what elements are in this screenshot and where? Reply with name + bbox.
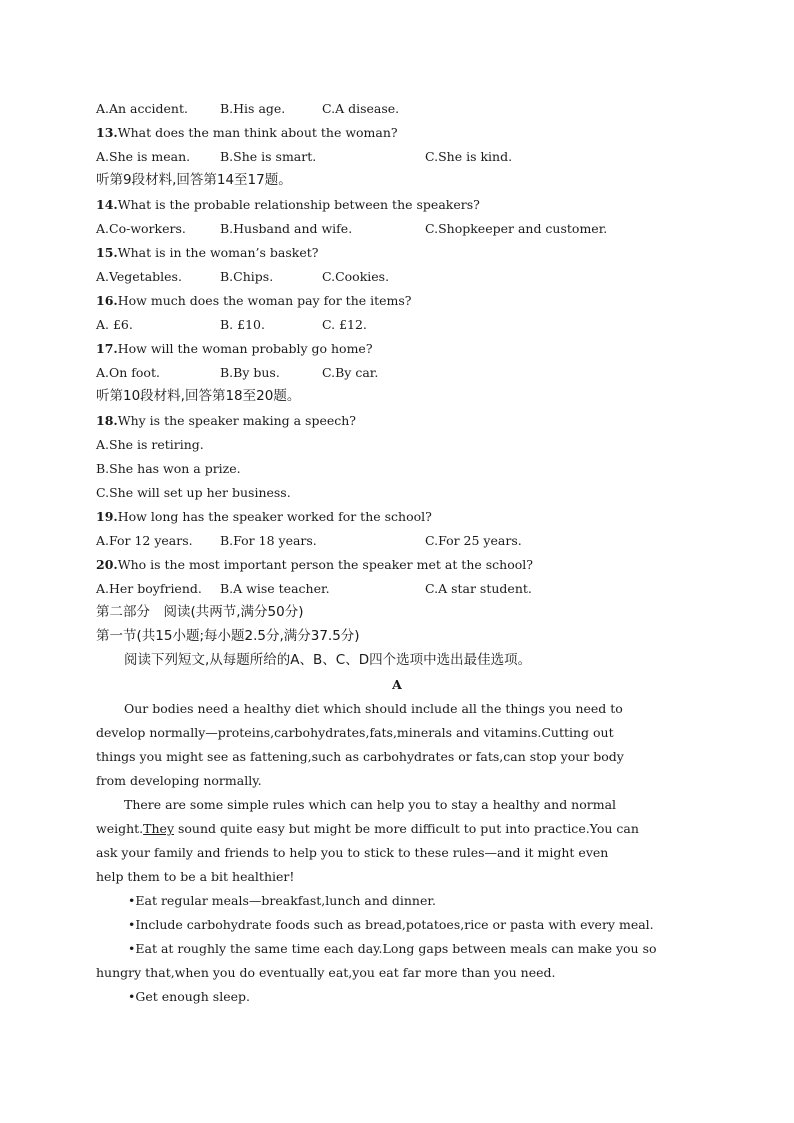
part-2-heading: 第二部分 阅读(共两节,满分50分) (96, 604, 304, 620)
q19-option-a: A.For 12 years. (96, 533, 193, 548)
q14-question (96, 197, 480, 213)
q16-number: 16. (96, 293, 118, 308)
q13-text: What does the man think about the woman? (117, 125, 398, 140)
rule-bullet: •Get enough sleep. (128, 989, 250, 1004)
rule-bullet-continuation: hungry that,when you do eventually eat,you eat far more than you need. (96, 965, 556, 980)
q15-number: 15. (96, 245, 118, 260)
q16-option-c: C. £12. (322, 317, 367, 332)
q19-number: 19. (96, 509, 118, 524)
q16-question (96, 293, 412, 309)
q19-option-c: C.For 25 years. (425, 533, 522, 548)
q17-text: How will the woman probably go home? (117, 341, 373, 356)
passage-line: develop normally—proteins,carbohydrates,fats,minerals and vitamins.Cutting out (96, 725, 614, 740)
q17-option-a: A.On foot. (96, 365, 160, 380)
q17-question (96, 341, 373, 357)
q20-option-a: A.Her boyfriend. (96, 581, 202, 596)
reading-instruction: 阅读下列短文,从每题所给的A、B、C、D四个选项中选出最佳选项。 (124, 652, 532, 668)
q20-option-b: B.A wise teacher. (220, 581, 330, 596)
q17-option-b: B.By bus. (220, 365, 280, 380)
q19-option-b: B.For 18 years. (220, 533, 317, 548)
q14-option-b: B.Husband and wife. (220, 221, 353, 236)
passage-label: A (392, 677, 402, 692)
q18-question (96, 413, 356, 429)
rule-bullet: •Eat at roughly the same time each day.Long gaps between meals can make you so (128, 941, 657, 956)
q20-option-c: C.A star student. (425, 581, 532, 596)
q15-option-b: B.Chips. (220, 269, 274, 284)
q18-option-b: B.She has won a prize. (96, 461, 241, 476)
q16-text: How much does the woman pay for the items? (117, 293, 412, 308)
q18-option-c: C.She will set up her business. (96, 485, 291, 500)
q13-question (96, 125, 398, 141)
q14-text: What is the probable relationship between the speakers? (117, 197, 480, 212)
rule-bullet: •Include carbohydrate foods such as bread,potatoes,rice or pasta with every meal. (128, 917, 654, 932)
section-10-heading: 听第10段材料,回答第18至20题。 (96, 388, 301, 404)
q16-option-b: B. £10. (220, 317, 265, 332)
q15-option-c: C.Cookies. (322, 269, 390, 284)
q19-text: How long has the speaker worked for the school? (117, 509, 432, 524)
q20-number: 20. (96, 557, 118, 572)
passage-line: help them to be a bit healthier! (96, 869, 295, 884)
section-9-heading: 听第9段材料,回答第14至17题。 (96, 172, 292, 188)
passage-line: from developing normally. (96, 773, 262, 788)
rule-bullet: •Eat regular meals—breakfast,lunch and dinner. (128, 893, 436, 908)
q15-text: What is in the woman’s basket? (117, 245, 319, 260)
passage-text: weight. (96, 821, 144, 836)
q13-option-a: A.She is mean. (96, 149, 191, 164)
q14-option-a: A.Co-workers. (96, 221, 186, 236)
passage-line: Our bodies need a healthy diet which should include all the things you need to (124, 701, 623, 716)
q20-text: Who is the most important person the speaker met at the school? (117, 557, 533, 572)
passage-line: ask your family and friends to help you to stick to these rules—and it might even (96, 845, 609, 860)
q18-text: Why is the speaker making a speech? (117, 413, 356, 428)
q17-option-c: C.By car. (322, 365, 379, 380)
q17-number: 17. (96, 341, 118, 356)
passage-text: sound quite easy but might be more difficult to put into practice.You can (174, 821, 639, 836)
q16-option-a: A. £6. (96, 317, 133, 332)
passage-line: There are some simple rules which can help you to stay a healthy and normal (124, 797, 617, 812)
passage-line: things you might see as fattening,such as carbohydrates or fats,can stop your body (96, 749, 624, 764)
q15-option-a: A.Vegetables. (96, 269, 182, 284)
q13-option-b: B.She is smart. (220, 149, 317, 164)
q12-option-b: B.His age. (220, 101, 286, 116)
q14-option-c: C.Shopkeeper and customer. (425, 221, 608, 236)
q15-question (96, 245, 318, 261)
underlined-word-they: They (143, 821, 175, 836)
q19-question (96, 509, 432, 525)
q14-number: 14. (96, 197, 118, 212)
q18-number: 18. (96, 413, 118, 428)
q13-option-c: C.She is kind. (425, 149, 513, 164)
q20-question (96, 557, 533, 573)
section-1-heading: 第一节(共15小题;每小题2.5分,满分37.5分) (96, 628, 360, 644)
q12-option-a: A.An accident. (96, 101, 188, 116)
q13-number: 13. (96, 125, 118, 140)
q12-option-c: C.A disease. (322, 101, 400, 116)
q18-option-a: A.She is retiring. (96, 437, 204, 452)
passage-line (96, 821, 639, 837)
